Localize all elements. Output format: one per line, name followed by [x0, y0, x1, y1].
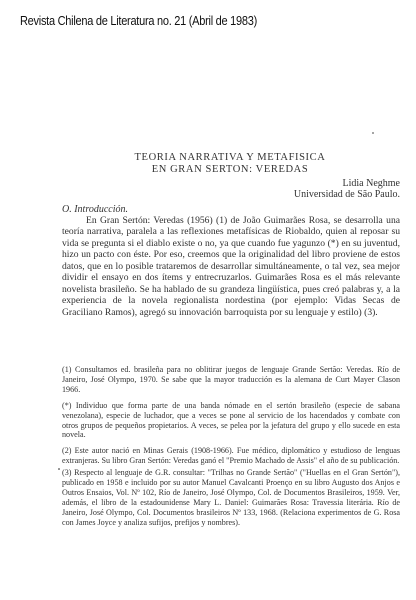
footnote-1: (1) Consultamos ed. brasileña para no oblitirar juegos de lenguaje Grande Sertão: Veredas. Río de Janeiro, José Olympo, 1970. Se sabe que la mayor traducción es la alemana de Curt Mayer Clason 1966. [62, 365, 400, 394]
article-title [105, 152, 355, 176]
author-affiliation: Universidad de São Paulo. [293, 189, 400, 200]
scan-speck [58, 468, 60, 470]
scan-speck [372, 132, 374, 134]
footnote-2: (2) Este autor nació en Minas Gerais (1908-1966). Fue médico, diplomático y estudioso de lenguas extranjeras. Su libro Gran Sertón: Veredas ganó el "Premio Machado de Assis" el año de su publicación. [62, 446, 400, 466]
section-heading: O. Introducción. [62, 204, 129, 215]
footnote-star: (*) Individuo que forma parte de una banda nómade en el sertón brasileño (especie de sabana venezolana), especie de luchador, que a veces se pone al servicio de los hacendados y combate con otros grupos de pequeños propietarios. A veces, se pelea por la jefatura del grupo y ello sucede en esta novela. [62, 400, 400, 440]
footnote-3: (3) Respecto al lenguaje de G.R. consultar: "Trilhas no Grande Sertão" ("Huellas en el Gran Sertón"), publicado en 1958 e incluido por su autor Manuel Cavalcanti Proenço en su libro Augusto dos Anjos e Outros Ensaios, Vol. Nº 102, Río de Janeiro, José Olympo, Col. de Documentos Brasileiros, 1959. Ver, además, el libro de la estadounidense Mary L. Daniel: Guimarães Rosa: Travessia literária. Río de Janeiro, José Olympo, Col. Documentos brasileiros Nº 133, 1968. (Relaciona experimentos de G. Rosa con James Joyce y analiza sufijos, prefijos y nombres). [62, 468, 400, 527]
article-title-line-2: EN GRAN SERTON: VEREDAS [151, 164, 309, 175]
body-paragraph: En Gran Sertón: Veredas (1956) (1) de João Guimarães Rosa, se desarrolla una teoría narrativa, paralela a las reflexiones metafísicas de Riobaldo, quien al reposar su vida se pregunta si el diablo existe o no, ya que cuando fue yagunzo (*) en su juventud, hizo un pacto con éste. Por eso, creemos que la originalidad del libro proviene de estos datos, que en lo posible trataremos de desarrollar simultáneamente, o tal vez, sea mejor dividir el ensayo en dos ítems y entrecruzarlos. Guimarães Rosa es el más relevante novelista brasileño. Se ha hablado de su grandeza lingüística, pues creó palabras y, a la experiencia de la novela regionalista nordestina (por ejemplo: Vidas Secas de Graciliano Ramos), agregó su innovación barroquista por su lenguaje y estilo) (3). [62, 215, 400, 318]
article-title-line-1: TEORIA NARRATIVA Y METAFISICA [134, 152, 326, 163]
author-block [240, 178, 400, 200]
author-name: Lidia Neghme [342, 178, 400, 189]
body-text [62, 215, 400, 318]
footnotes [62, 365, 400, 530]
journal-header: Revista Chilena de Literatura no. 21 (Abril de 1983) [20, 14, 257, 28]
